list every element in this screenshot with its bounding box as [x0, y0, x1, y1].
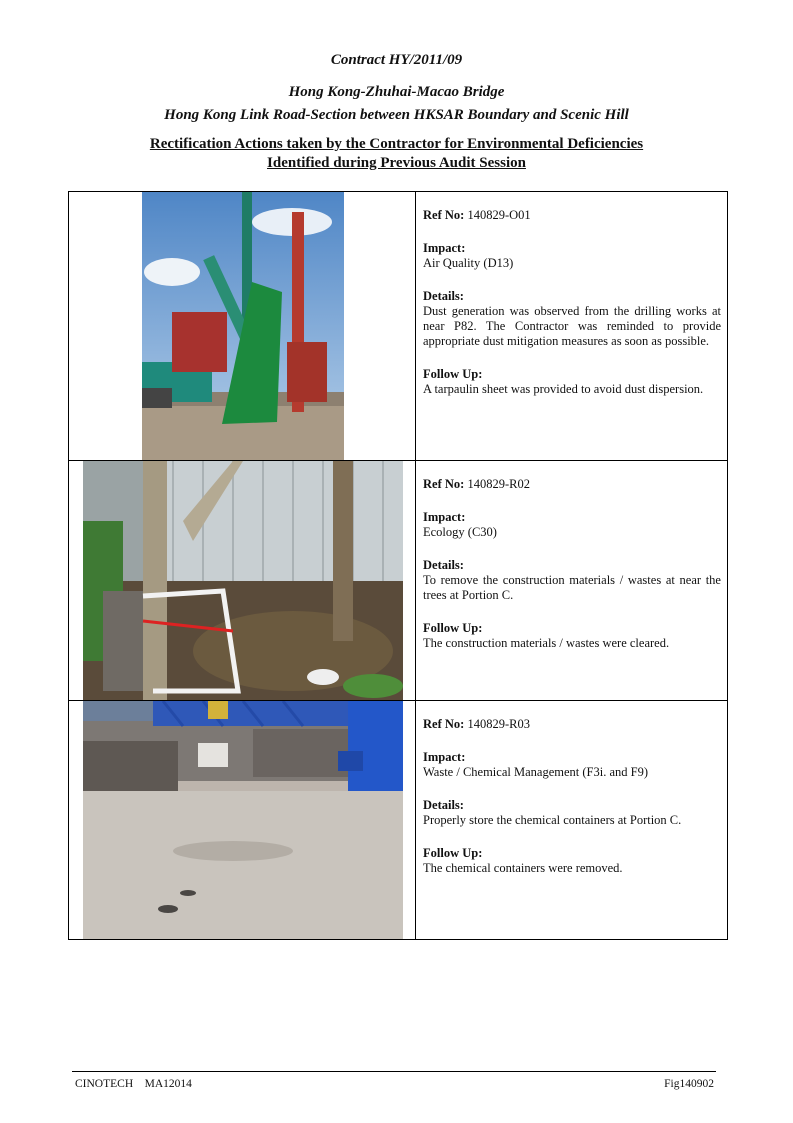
table-row: [69, 192, 727, 461]
trees-materials-photo: [83, 461, 403, 700]
followup-value: A tarpaulin sheet was provided to avoid dust dispersion.: [423, 382, 704, 396]
followup-value: The construction materials / wastes were cleared.: [423, 636, 670, 650]
ref-label: Ref No:: [423, 717, 465, 731]
chemical-storage-area-photo: [83, 701, 403, 939]
impact-label: Impact:: [423, 510, 466, 524]
contract-number: Contract HY/2011/09: [330, 52, 463, 68]
impact-label: Impact:: [423, 750, 466, 764]
footer-company-ref: CINOTECH MA12014: [75, 1078, 192, 1090]
page-heading-line2: Identified during Previous Audit Session: [267, 155, 526, 171]
details-value: To remove the construction materials / wastes at near the trees at Portion C.: [423, 573, 721, 602]
footer-figure-number: Fig140902: [664, 1078, 714, 1090]
section-name: Hong Kong Link Road-Section between HKSAR Boundary and Scenic Hill: [164, 107, 629, 123]
row-info: [423, 477, 721, 669]
drilling-works-photo: [142, 192, 344, 460]
details-label: Details:: [423, 798, 464, 812]
impact-value: Air Quality (D13): [423, 256, 514, 270]
followup-label: Follow Up:: [423, 621, 483, 635]
details-value: Properly store the chemical containers at Portion C.: [423, 813, 682, 827]
impact-label: Impact:: [423, 241, 466, 255]
details-label: Details:: [423, 558, 464, 572]
table-row: [69, 461, 727, 701]
impact-value: Waste / Chemical Management (F3i. and F9): [423, 765, 648, 779]
project-name: Hong Kong-Zhuhai-Macao Bridge: [288, 84, 505, 100]
deficiency-table: [68, 191, 728, 940]
followup-value: The chemical containers were removed.: [423, 861, 623, 875]
ref-number: 140829-R03: [467, 717, 530, 731]
ref-label: Ref No:: [423, 208, 465, 222]
details-label: Details:: [423, 289, 464, 303]
row-info: [423, 717, 721, 894]
page-heading-line1: Rectification Actions taken by the Contractor for Environmental Deficiencies: [149, 136, 644, 152]
row-info: [423, 208, 721, 415]
followup-label: Follow Up:: [423, 846, 483, 860]
followup-label: Follow Up:: [423, 367, 483, 381]
footer-divider: [72, 1071, 716, 1072]
table-row: [69, 701, 727, 939]
details-value: Dust generation was observed from the drilling works at near P82. The Contractor was reminded to provide appropriate dust mitigation measures as soon as possible.: [423, 304, 721, 348]
ref-label: Ref No:: [423, 477, 465, 491]
ref-number: 140829-R02: [467, 477, 530, 491]
ref-number: 140829-O01: [467, 208, 531, 222]
impact-value: Ecology (C30): [423, 525, 497, 539]
